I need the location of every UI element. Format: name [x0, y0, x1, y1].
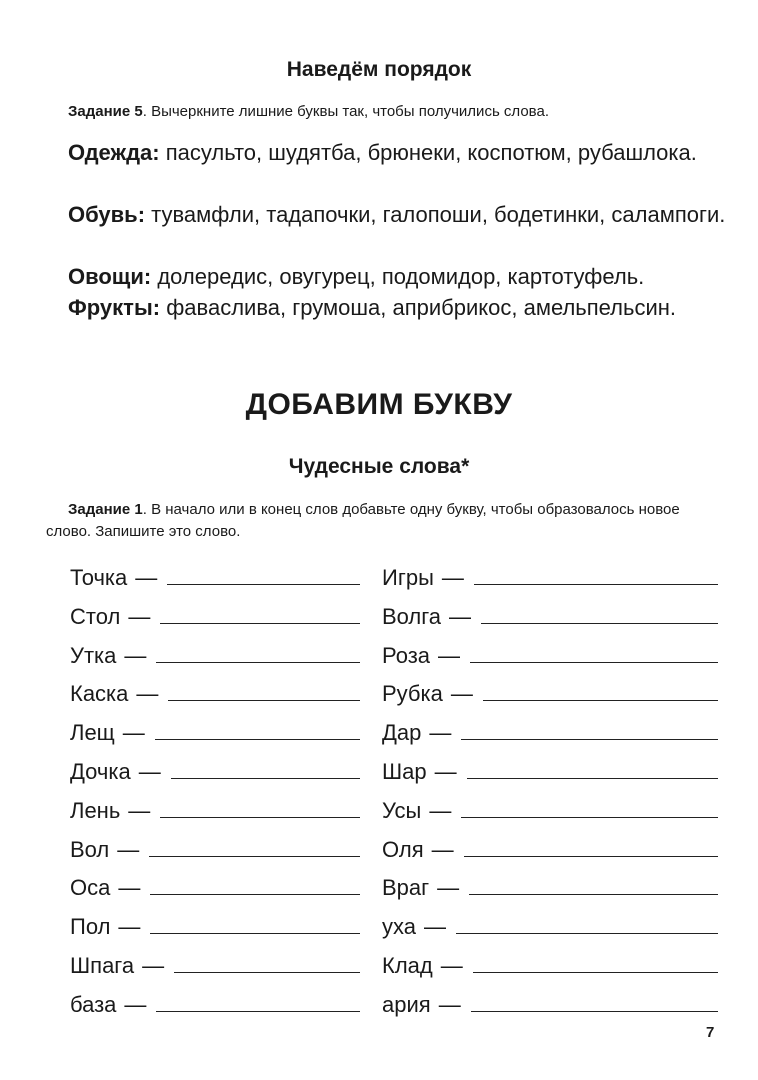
word-row — [382, 833, 718, 872]
category-fruits — [46, 292, 726, 323]
source-word: Пол — [70, 914, 111, 940]
source-word: Лещ — [70, 720, 115, 746]
source-word: база — [70, 991, 117, 1017]
word-row — [382, 871, 718, 910]
word-row — [382, 949, 718, 988]
answer-blank-line[interactable] — [481, 603, 718, 624]
answer-blank-line[interactable] — [150, 913, 360, 934]
word-row — [70, 949, 360, 988]
source-word: Клад — [382, 952, 433, 978]
dash: — — [138, 758, 161, 784]
answer-blank-line[interactable] — [174, 952, 360, 973]
source-word: Вол — [70, 836, 110, 862]
answer-blank-line[interactable] — [156, 642, 360, 663]
category-label: Овощи: — [68, 264, 152, 289]
word-row — [70, 794, 360, 833]
answer-blank-line[interactable] — [160, 797, 360, 818]
answer-blank-line[interactable] — [167, 564, 360, 585]
answer-blank-line[interactable] — [168, 680, 360, 701]
answer-blank-line[interactable] — [156, 991, 360, 1012]
category-label: Одежда: — [68, 140, 160, 165]
answer-blank-line[interactable] — [467, 758, 718, 779]
dash: — — [424, 914, 446, 940]
answer-blank-line[interactable] — [470, 642, 718, 663]
answer-blank-line[interactable] — [483, 680, 718, 701]
dash: — — [122, 720, 145, 746]
source-word: Точка — [70, 565, 128, 590]
dash: — — [429, 797, 452, 823]
category-words: пасульто, шудятба, брюнеки, коспотюм, рубашлока. — [165, 140, 697, 165]
category-words: тувамфли, тадапочки, галопоши, бодетинки, салампоги. — [151, 202, 726, 227]
dash: — — [117, 836, 140, 862]
answer-blank-line[interactable] — [461, 797, 718, 818]
dash: — — [118, 875, 141, 901]
source-word: Оса — [70, 875, 111, 901]
category-vegetables — [46, 261, 726, 292]
word-row — [382, 716, 718, 755]
dash: — — [124, 991, 147, 1017]
category-words: фаваслива, грумоша, априбрикос, амельпельсин. — [166, 295, 677, 320]
word-row — [70, 561, 360, 600]
category-words: долередис, овугурец, подомидор, картотуфель. — [157, 264, 645, 289]
source-word: Волга — [382, 603, 442, 629]
section-title-order: Наведём порядок — [286, 58, 472, 81]
answer-blank-line[interactable] — [155, 719, 360, 740]
word-row — [70, 677, 360, 716]
source-word: Лень — [70, 797, 121, 823]
answer-blank-line[interactable] — [171, 758, 360, 779]
dash: — — [118, 914, 141, 940]
word-row — [70, 600, 360, 639]
dash: — — [429, 720, 452, 746]
dash: — — [434, 758, 457, 784]
task-5-text: . Вычеркните лишние буквы так, чтобы получились слова. — [142, 103, 549, 120]
task-5-instruction — [68, 101, 748, 123]
source-word: Дочка — [70, 758, 131, 784]
word-row — [382, 910, 718, 949]
source-word: Роза — [382, 642, 431, 668]
word-list-left — [70, 561, 360, 1027]
word-row — [382, 794, 718, 833]
dash: — — [437, 875, 460, 901]
word-row — [70, 988, 360, 1027]
dash: — — [128, 603, 151, 629]
source-word: Шар — [382, 758, 427, 784]
answer-blank-line[interactable] — [471, 991, 718, 1012]
answer-blank-line[interactable] — [464, 836, 718, 857]
word-list-right — [382, 561, 718, 1027]
source-word: Шпага — [70, 952, 135, 978]
category-label: Фрукты: — [68, 295, 161, 320]
answer-blank-line[interactable] — [456, 913, 718, 934]
word-row — [70, 833, 360, 872]
word-row — [70, 871, 360, 910]
word-row — [382, 988, 718, 1027]
dash: — — [135, 565, 158, 590]
dash: — — [450, 681, 473, 707]
dash: — — [449, 603, 472, 629]
word-row — [382, 600, 718, 639]
dash: — — [441, 565, 464, 590]
task-1-label: Задание 1 — [68, 501, 143, 518]
source-word: Усы — [382, 797, 422, 823]
dash: — — [124, 642, 147, 668]
task-5-label: Задание 5 — [68, 103, 143, 120]
dash: — — [142, 952, 165, 978]
dash: — — [440, 952, 463, 978]
dash: — — [128, 797, 151, 823]
source-word: Рубка — [382, 681, 443, 707]
dash: — — [431, 836, 454, 862]
source-word: Дар — [382, 720, 422, 746]
word-row — [382, 755, 718, 794]
section-subtitle-wonder-words: Чудесные слова* — [288, 455, 470, 478]
dash: — — [438, 991, 461, 1017]
category-clothes — [46, 137, 726, 168]
source-word: Враг — [382, 875, 430, 901]
word-row — [70, 639, 360, 678]
section-title-add-letter: ДОБАВИМ БУКВУ — [245, 388, 513, 421]
answer-blank-line[interactable] — [160, 603, 360, 624]
source-word: ария — [382, 991, 431, 1017]
answer-blank-line[interactable] — [149, 836, 360, 857]
page-number: 7 — [706, 1024, 715, 1041]
task-1-text: . В начало или в конец слов добавьте одну букву, чтобы образовалось новое слово. Запишите это слово. — [46, 501, 680, 540]
word-row — [70, 910, 360, 949]
dash: — — [438, 642, 461, 668]
task-1-instruction — [46, 499, 726, 543]
answer-blank-line[interactable] — [461, 719, 718, 740]
source-word: Игры — [382, 565, 434, 590]
category-shoes — [46, 199, 726, 230]
category-label: Обувь: — [68, 202, 146, 227]
word-row — [382, 639, 718, 678]
word-row — [382, 561, 718, 600]
answer-blank-line[interactable] — [150, 874, 360, 895]
answer-blank-line[interactable] — [474, 564, 718, 585]
word-row — [70, 716, 360, 755]
answer-blank-line[interactable] — [469, 874, 718, 895]
source-word: Стол — [70, 603, 121, 629]
source-word: Утка — [70, 642, 117, 668]
source-word: Каска — [70, 681, 129, 707]
source-word: Оля — [382, 836, 424, 862]
dash: — — [136, 681, 159, 707]
word-row — [70, 755, 360, 794]
answer-blank-line[interactable] — [473, 952, 718, 973]
source-word: уха — [382, 914, 416, 940]
word-row — [382, 677, 718, 716]
